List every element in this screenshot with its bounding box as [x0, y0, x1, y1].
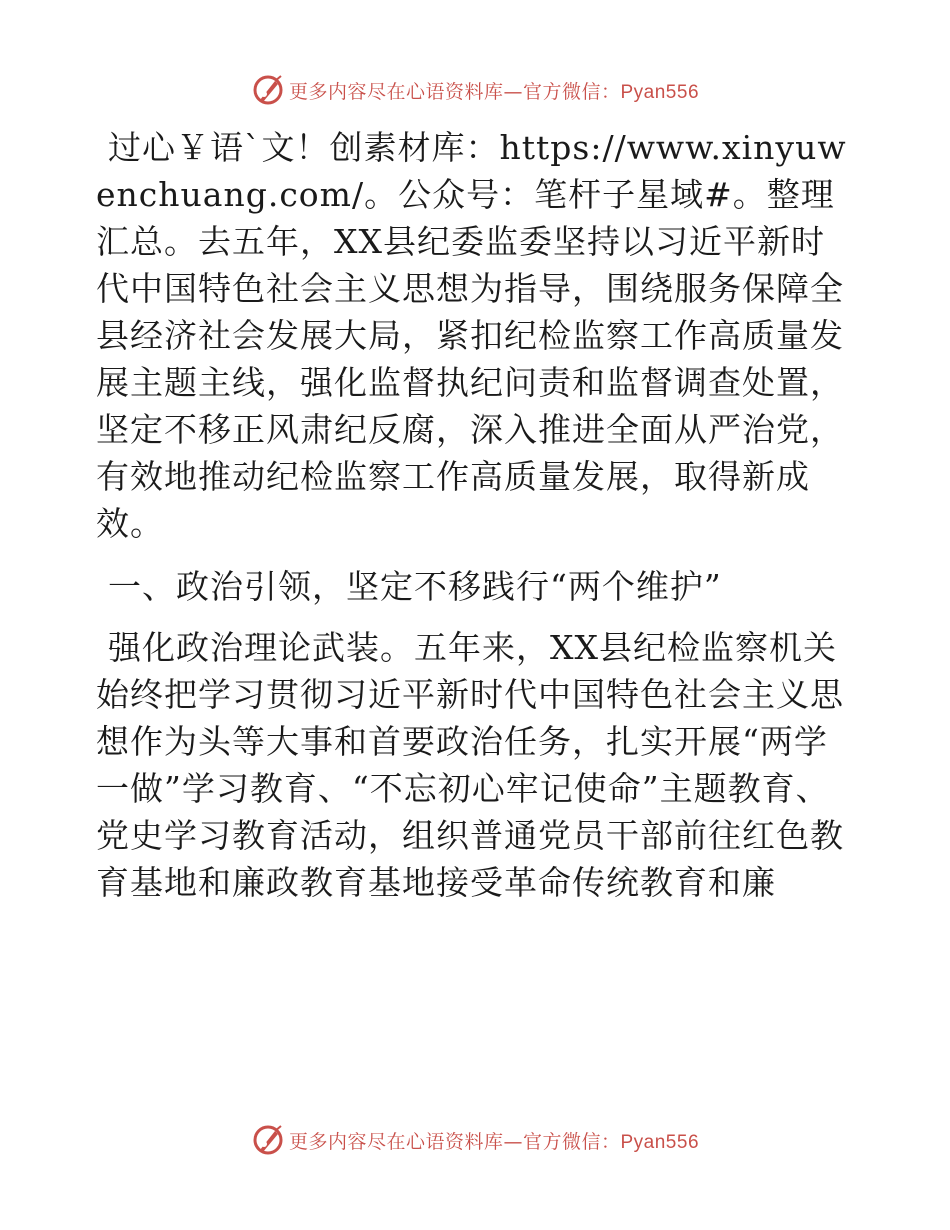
body-paragraph: 强化政治理论武装。五年来，XX县纪检监察机关始终把学习贯彻习近平新时代中国特色社会主义思想作为头等大事和首要政治任务，扎实开展“两学一做”学习教育、“不忘初心牢记使命”主题教育、党史学习教育活动，组织普通党员干部前往红色教育基地和廉政教育基地接受革命传统教育和廉	[96, 628, 844, 902]
header-watermark-banner	[0, 70, 950, 110]
intro-paragraph: 过心￥语`文！创素材库：https://www.xinyuwenchuang.com/。公众号：笔杆子星域#。整理汇总。去五年，XX县纪委监委坚持以习近平新时代中国特色社会主义思想为指导，围绕服务保障全县经济社会发展大局，紧扣纪检监察工作高质量发展主题主线，强化监督执纪问责和监督调查处置，坚定不移正风肃纪反腐，深入推进全面从严治党，有效地推动纪检监察工作高质量发展，取得新成效。	[96, 128, 847, 543]
banner-text: 更多内容尽在心语资料库—官方微信：Pyan556	[288, 1130, 700, 1153]
section-heading: 一、政治引领，坚定不移践行“两个维护”	[108, 567, 722, 606]
document-body	[96, 124, 848, 906]
footer-watermark-banner	[0, 1120, 950, 1160]
quill-circle-logo-icon	[251, 73, 285, 107]
wechat-handle: Pyan556	[620, 1131, 700, 1153]
wechat-handle: Pyan556	[620, 81, 700, 103]
banner-text: 更多内容尽在心语资料库—官方微信：Pyan556	[288, 80, 700, 103]
quill-circle-logo-icon	[251, 1123, 285, 1157]
